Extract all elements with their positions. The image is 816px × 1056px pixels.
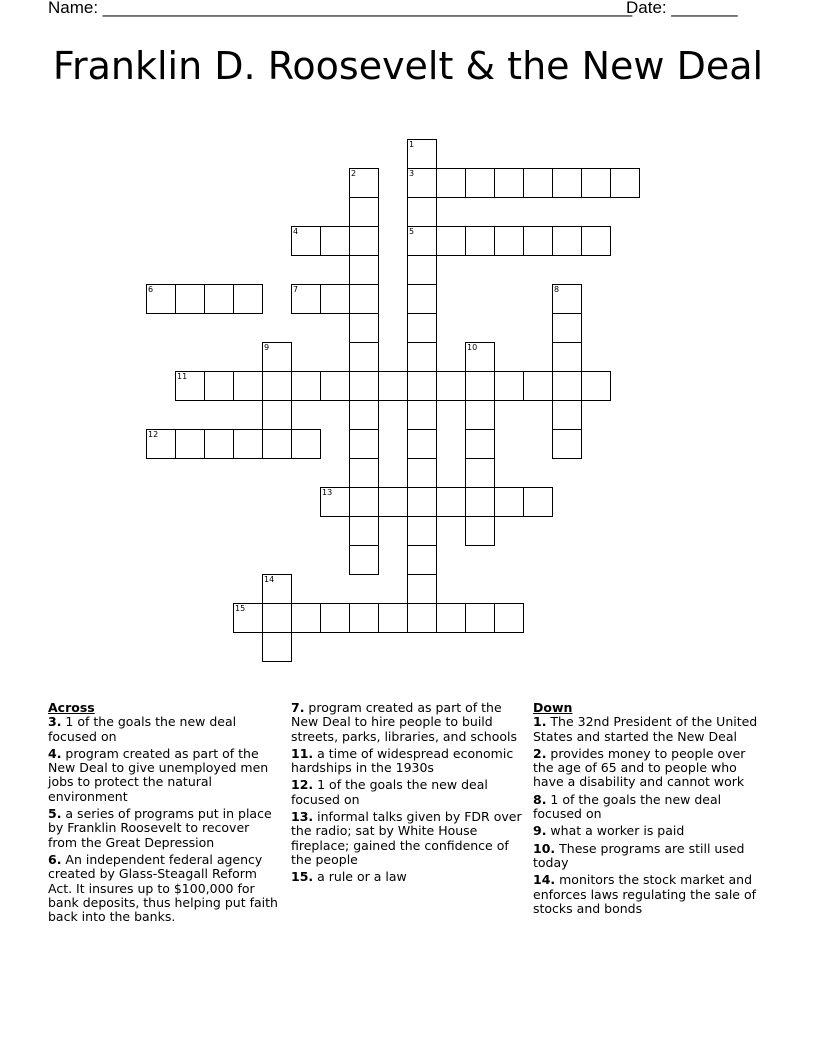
clue-number: 13 <box>322 488 333 497</box>
clue-number-label: 7. <box>291 700 305 715</box>
grid-cell[interactable] <box>349 458 379 488</box>
grid-cell[interactable] <box>349 545 379 575</box>
clue-number-label: 12. <box>291 777 314 793</box>
clue-number-label: 11. <box>291 745 314 761</box>
clue-number-label: 15. <box>291 869 314 885</box>
clue-number: 9 <box>264 343 270 352</box>
grid-cell[interactable] <box>175 371 205 401</box>
grid-cell[interactable] <box>436 168 466 198</box>
clue-item <box>533 715 769 744</box>
grid-cell[interactable] <box>581 168 611 198</box>
clue-number-label: 1. <box>533 714 547 730</box>
grid-cell[interactable] <box>291 429 321 459</box>
date-field-label[interactable]: Date: _______ <box>626 0 738 17</box>
grid-cell[interactable] <box>465 516 495 546</box>
clue-text: a series of programs put in place by Franklin Roosevelt to recover from the Great Depression <box>48 806 272 850</box>
clue-item <box>291 778 527 807</box>
clue-item <box>48 853 280 924</box>
clue-number: 14 <box>264 575 275 584</box>
grid-cell[interactable] <box>146 284 176 314</box>
grid-cell[interactable] <box>465 429 495 459</box>
grid-cell[interactable] <box>320 284 350 314</box>
clue-text: These programs are still used today <box>533 840 745 870</box>
grid-cell[interactable] <box>349 342 379 372</box>
across-heading: Across <box>48 700 95 715</box>
grid-cell[interactable] <box>436 226 466 256</box>
clue-item <box>533 842 769 871</box>
grid-cell[interactable] <box>349 371 379 401</box>
grid-cell[interactable] <box>146 429 176 459</box>
grid-cell[interactable] <box>407 284 437 314</box>
grid-cell[interactable] <box>349 603 379 633</box>
grid-cell[interactable] <box>233 429 263 459</box>
grid-cell[interactable] <box>349 284 379 314</box>
grid-cell[interactable] <box>552 168 582 198</box>
down-heading: Down <box>533 700 573 715</box>
clue-text: program created as part of the New Deal to hire people to build streets, parks, libraries, and schools <box>291 700 517 744</box>
grid-cell[interactable] <box>407 545 437 575</box>
grid-cell[interactable] <box>407 255 437 285</box>
grid-cell[interactable] <box>320 226 350 256</box>
clue-item <box>291 747 527 776</box>
grid-cell[interactable] <box>233 371 263 401</box>
clue-item <box>533 824 769 838</box>
clue-number-label: 2. <box>533 745 547 761</box>
clue-item <box>533 793 769 822</box>
grid-cell[interactable] <box>378 603 408 633</box>
grid-cell[interactable] <box>581 226 611 256</box>
grid-cell[interactable] <box>262 429 292 459</box>
grid-cell[interactable] <box>494 487 524 517</box>
grid-cell[interactable] <box>349 429 379 459</box>
grid-cell[interactable] <box>552 429 582 459</box>
grid-cell[interactable] <box>465 400 495 430</box>
grid-cell[interactable] <box>349 255 379 285</box>
grid-cell[interactable] <box>349 516 379 546</box>
clue-text: monitors the stock market and enforces laws regulating the sale of stocks and bonds <box>533 872 757 916</box>
clue-text: 1 of the goals the new deal focused on <box>533 791 722 822</box>
clue-number-label: 9. <box>533 823 547 839</box>
grid-cell[interactable] <box>320 603 350 633</box>
grid-cell[interactable] <box>233 284 263 314</box>
grid-cell[interactable] <box>262 342 292 372</box>
clue-number: 15 <box>235 604 246 613</box>
grid-cell[interactable] <box>407 574 437 604</box>
clue-text: An independent federal agency created by Glass-Steagall Reform Act. It insures up to $100,000 for bank deposits, thus helping put faith back into the banks. <box>48 851 278 925</box>
clue-number-label: 3. <box>48 714 62 730</box>
clue-text: The 32nd President of the United States and started the New Deal <box>533 714 758 744</box>
page-title: Franklin D. Roosevelt & the New Deal <box>52 44 764 88</box>
grid-cell[interactable] <box>523 487 553 517</box>
grid-cell[interactable] <box>175 429 205 459</box>
clue-number-label: 14. <box>533 872 556 888</box>
clue-number: 10 <box>467 343 478 352</box>
grid-cell[interactable] <box>494 371 524 401</box>
clue-item <box>291 870 527 884</box>
grid-cell[interactable] <box>407 458 437 488</box>
clue-item <box>533 873 769 916</box>
clue-number: 12 <box>148 430 159 439</box>
grid-cell[interactable] <box>349 313 379 343</box>
grid-cell[interactable] <box>407 139 437 169</box>
grid-cell[interactable] <box>407 400 437 430</box>
grid-cell[interactable] <box>436 371 466 401</box>
clue-text: a time of widespread economic hardships in the 1930s <box>291 745 514 776</box>
grid-cell[interactable] <box>465 371 495 401</box>
grid-cell[interactable] <box>407 313 437 343</box>
clue-column-3 <box>533 701 769 919</box>
clue-item <box>291 810 527 867</box>
grid-cell[interactable] <box>552 226 582 256</box>
grid-cell[interactable] <box>378 371 408 401</box>
clue-number-label: 8. <box>533 791 547 807</box>
clue-text: a rule or a law <box>313 869 407 885</box>
grid-cell[interactable] <box>407 168 437 198</box>
grid-cell[interactable] <box>262 632 292 662</box>
clue-item <box>533 747 769 790</box>
clue-item <box>291 701 527 744</box>
grid-cell[interactable] <box>465 226 495 256</box>
grid-cell[interactable] <box>349 487 379 517</box>
grid-cell[interactable] <box>262 400 292 430</box>
clue-number: 3 <box>409 169 415 178</box>
grid-cell[interactable] <box>262 574 292 604</box>
clue-number: 2 <box>351 169 357 178</box>
grid-cell[interactable] <box>204 284 234 314</box>
grid-cell[interactable] <box>552 313 582 343</box>
clue-text: 1 of the goals the new deal focused on <box>48 714 237 744</box>
grid-cell[interactable] <box>494 603 524 633</box>
name-field-label[interactable]: Name: ________________________________________________________ <box>48 0 633 17</box>
grid-cell[interactable] <box>407 197 437 227</box>
grid-cell[interactable] <box>523 226 553 256</box>
grid-cell[interactable] <box>204 371 234 401</box>
clue-number: 1 <box>409 140 415 149</box>
grid-cell[interactable] <box>407 603 437 633</box>
clue-text: informal talks given by FDR over the radio; sat by White House fireplace; gained the confidence of the people <box>291 809 522 867</box>
grid-cell[interactable] <box>552 371 582 401</box>
clue-text: what a worker is paid <box>546 823 685 839</box>
grid-cell[interactable] <box>204 429 234 459</box>
grid-cell[interactable] <box>465 487 495 517</box>
grid-cell[interactable] <box>349 168 379 198</box>
clue-number-label: 4. <box>48 745 62 761</box>
grid-cell[interactable] <box>552 284 582 314</box>
clue-number-label: 10. <box>533 840 556 856</box>
grid-cell[interactable] <box>552 342 582 372</box>
grid-cell[interactable] <box>378 487 408 517</box>
clue-text: 1 of the goals the new deal focused on <box>291 777 488 807</box>
grid-cell[interactable] <box>291 371 321 401</box>
clue-item <box>48 715 280 744</box>
grid-cell[interactable] <box>233 603 263 633</box>
grid-cell[interactable] <box>407 516 437 546</box>
clue-number: 8 <box>554 285 560 294</box>
grid-cell[interactable] <box>494 168 524 198</box>
grid-cell[interactable] <box>349 197 379 227</box>
grid-cell[interactable] <box>291 603 321 633</box>
clue-text: provides money to people over the age of 65 and to people who have a disability and cannot work <box>533 745 746 790</box>
grid-cell[interactable] <box>320 371 350 401</box>
grid-cell[interactable] <box>407 342 437 372</box>
grid-cell[interactable] <box>523 168 553 198</box>
grid-cell[interactable] <box>465 342 495 372</box>
clue-column-1 <box>48 701 280 927</box>
grid-cell[interactable] <box>523 371 553 401</box>
grid-cell[interactable] <box>349 400 379 430</box>
clue-number-label: 6. <box>48 851 62 867</box>
clue-number-label: 5. <box>48 806 62 822</box>
grid-cell[interactable] <box>262 371 292 401</box>
grid-cell[interactable] <box>291 226 321 256</box>
grid-cell[interactable] <box>465 168 495 198</box>
grid-cell[interactable] <box>436 603 466 633</box>
clue-number: 7 <box>293 285 299 294</box>
clue-number: 4 <box>293 227 299 236</box>
grid-cell[interactable] <box>262 603 292 633</box>
grid-cell[interactable] <box>465 603 495 633</box>
grid-cell[interactable] <box>407 371 437 401</box>
clue-number-label: 13. <box>291 809 314 825</box>
grid-cell[interactable] <box>175 284 205 314</box>
clue-item <box>48 807 280 850</box>
grid-cell[interactable] <box>581 371 611 401</box>
grid-cell[interactable] <box>494 226 524 256</box>
grid-cell[interactable] <box>552 400 582 430</box>
clue-text: program created as part of the New Deal to give unemployed men jobs to protect the natural environment <box>48 745 269 804</box>
grid-cell[interactable] <box>349 226 379 256</box>
grid-cell[interactable] <box>291 284 321 314</box>
grid-cell[interactable] <box>407 226 437 256</box>
grid-cell[interactable] <box>407 429 437 459</box>
clue-number: 11 <box>177 372 188 381</box>
clue-item <box>48 747 280 804</box>
clue-number: 6 <box>148 285 154 294</box>
grid-cell[interactable] <box>465 458 495 488</box>
grid-cell[interactable] <box>610 168 640 198</box>
grid-cell[interactable] <box>320 487 350 517</box>
clue-column-2 <box>291 701 527 888</box>
clue-number: 5 <box>409 227 415 236</box>
grid-cell[interactable] <box>407 487 437 517</box>
grid-cell[interactable] <box>436 487 466 517</box>
